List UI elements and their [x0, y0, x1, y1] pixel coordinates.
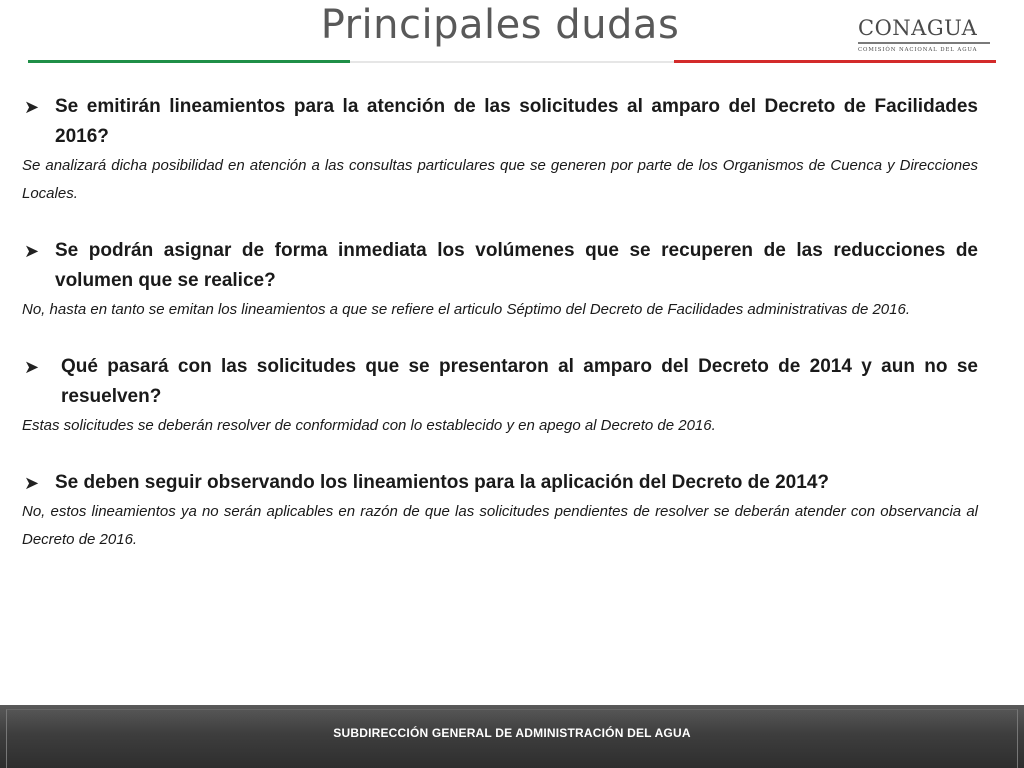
faq-question-text: Se podrán asignar de forma inmediata los volúmenes que se recuperen de las reducciones de volumen que se realice?: [55, 240, 978, 291]
faq-answer: No, hasta en tanto se emitan los lineamientos a que se refiere el articulo Séptimo del Decreto de Facilidades administrativas de 2016.: [22, 301, 910, 318]
faq-list: [22, 92, 978, 582]
arrow-bullet-icon: ➤: [24, 473, 40, 493]
faq-answer: Se analizará dicha posibilidad en atención a las consultas particulares que se generen por parte de los Organismos de Cuenca y Direcciones Locales.: [22, 157, 978, 202]
faq-question-text: Se emitirán lineamientos para la atención de las solicitudes al amparo del Decreto de Facilidades 2016?: [55, 96, 978, 147]
footer-bar: [0, 705, 1024, 768]
logo-divider: [858, 42, 990, 44]
faq-item: [22, 468, 978, 554]
faq-question-text: Se deben seguir observando los lineamientos para la aplicación del Decreto de 2014?: [55, 472, 829, 493]
faq-question-text: Qué pasará con las solicitudes que se presentaron al amparo del Decreto de 2014 y aun no se resuelven?: [61, 356, 978, 407]
faq-item: [22, 92, 978, 208]
title-rule-red: [674, 60, 996, 63]
faq-answer: Estas solicitudes se deberán resolver de conformidad con lo establecido y en apego al Decreto de 2016.: [22, 417, 716, 434]
faq-item: [22, 236, 978, 324]
footer-text: SUBDIRECCIÓN GENERAL DE ADMINISTRACIÓN DEL AGUA: [333, 726, 691, 740]
faq-question: [22, 236, 978, 296]
arrow-bullet-icon: ➤: [24, 97, 40, 117]
logo-name: CONAGUA: [858, 16, 978, 40]
title-rule-white: [350, 61, 674, 63]
faq-question: [22, 468, 978, 498]
conagua-logo: [858, 18, 990, 58]
arrow-bullet-icon: ➤: [24, 357, 40, 377]
faq-question: [22, 352, 978, 412]
faq-answer: No, estos lineamientos ya no serán aplicables en razón de que las solicitudes pendientes de resolver se deberán atender con observancia al Decreto de 2016.: [22, 503, 978, 548]
faq-item: [22, 352, 978, 440]
title-rule-green: [28, 60, 350, 63]
faq-question: [22, 92, 978, 152]
logo-subtitle: COMISIÓN NACIONAL DEL AGUA: [858, 47, 978, 53]
arrow-bullet-icon: ➤: [24, 241, 40, 261]
slide-title: Principales dudas: [320, 2, 680, 48]
